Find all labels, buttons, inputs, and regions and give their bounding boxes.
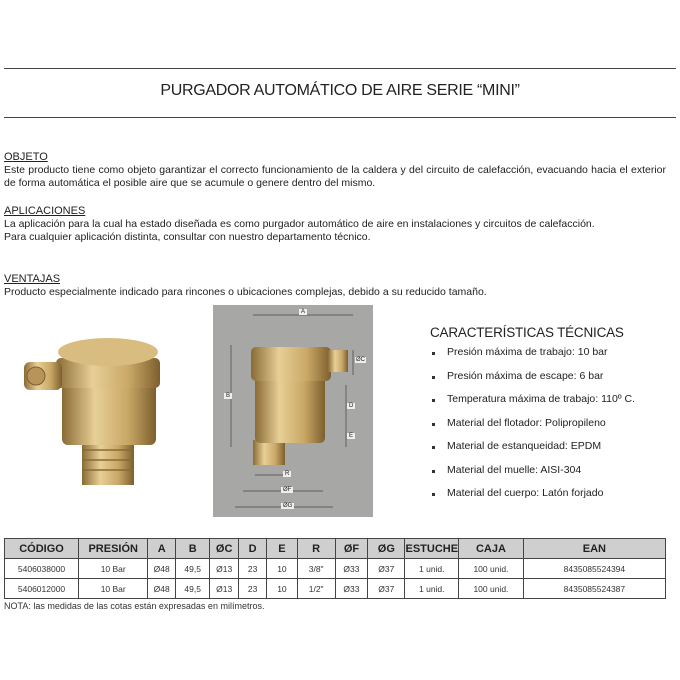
section-heading: APLICACIONES [4,205,86,217]
table-cell: Ø13 [210,559,239,579]
label-r: R [285,471,290,477]
bullet-icon [432,423,435,426]
table-row [5,559,666,579]
table-cell: 10 Bar [79,559,148,579]
spec-item [430,417,680,441]
column-header: B [175,539,209,559]
specs-list [430,346,680,511]
spec-item [430,370,680,394]
table-cell: 23 [238,579,266,599]
table-row [5,579,666,599]
table-header-row [5,539,666,559]
table-cell: 1 unid. [405,579,459,599]
column-header: PRESIÓN [79,539,148,559]
bullet-icon [432,470,435,473]
section-text: Este producto tiene como objeto garantizar el correcto funcionamiento de la caldera y del circuito de calefacción, evacuando hacia el exterior de forma automática el posible aire que se acumule o genere dentro del mismo. [4,164,666,189]
table-cell: 1 unid. [405,559,459,579]
table-cell: 100 unid. [459,579,524,599]
product-photo [20,320,170,495]
section-ventajas [4,273,666,299]
table-cell: 8435085524394 [523,559,665,579]
label-d: D [349,403,354,409]
spec-item [430,487,680,511]
spec-text: Material del muelle: AISI-304 [447,463,582,476]
column-header: EAN [523,539,665,559]
spec-text: Material del flotador: Polipropileno [447,416,606,429]
bullet-icon [432,399,435,402]
table-cell: 8435085524387 [523,579,665,599]
label-g: ØG [283,503,293,509]
dimension-diagram [213,305,373,517]
table-cell: Ø13 [210,579,239,599]
table-cell: 3/8" [297,559,335,579]
bullet-icon [432,376,435,379]
spec-text: Material de estanqueidad: EPDM [447,440,602,452]
bullet-icon [432,493,435,496]
spec-item [430,346,680,370]
section-text: Para cualquier aplicación distinta, consultar con nuestro departamento técnico. [4,231,371,243]
table-note: NOTA: las medidas de las cotas están expresadas en milímetros. [4,601,265,611]
section-text: Producto especialmente indicado para rincones o ubicaciones complejas, debido a su reducido tamaño. [4,286,487,298]
table-cell: Ø48 [148,579,176,599]
spec-item [430,464,680,488]
bullet-icon [432,446,435,449]
table-cell: 5406012000 [5,579,79,599]
label-e: E [349,433,354,439]
column-header: E [267,539,297,559]
column-header: ØC [210,539,239,559]
specs-heading: CARACTERÍSTICAS TÉCNICAS [430,325,624,340]
spec-text: Material del cuerpo: Latón forjado [447,487,604,499]
table-cell: 10 [267,579,297,599]
column-header: D [238,539,266,559]
label-c: ØC [356,357,365,363]
table-cell: 49,5 [175,579,209,599]
table-cell: 10 Bar [79,579,148,599]
label-a: A [301,309,306,315]
column-header: CAJA [459,539,524,559]
table-cell: Ø37 [368,579,405,599]
column-header: ØF [335,539,367,559]
bullet-icon [432,352,435,355]
section-heading: OBJETO [4,151,48,163]
label-f: ØF [283,487,292,493]
table-cell: Ø48 [148,559,176,579]
section-aplicaciones [4,205,666,244]
page-title: PURGADOR AUTOMÁTICO DE AIRE SERIE “MINI” [160,82,520,99]
spec-item [430,440,680,464]
column-header: R [297,539,335,559]
table-cell: Ø33 [335,579,367,599]
title-rule [4,117,676,118]
spec-text: Presión máxima de trabajo: 10 bar [447,346,608,358]
table-cell: 10 [267,559,297,579]
technical-specs [430,325,680,511]
column-header: A [148,539,176,559]
section-heading: VENTAJAS [4,273,61,285]
product-table [4,538,666,599]
column-header: ØG [368,539,405,559]
table-cell: 23 [238,559,266,579]
table-cell: Ø37 [368,559,405,579]
table-cell: Ø33 [335,559,367,579]
table-cell: 49,5 [175,559,209,579]
section-objeto [4,151,666,190]
section-text: La aplicación para la cual ha estado diseñada es como purgador automático de aire en instalaciones y circuitos de calefacción. [4,218,595,230]
table-cell: 1/2" [297,579,335,599]
table-cell: 5406038000 [5,559,79,579]
column-header: CÓDIGO [5,539,79,559]
label-b: B [226,393,231,399]
column-header: ESTUCHE [405,539,459,559]
top-rule [4,68,676,69]
spec-item [430,393,680,417]
spec-text: Presión máxima de escape: 6 bar [447,369,604,382]
table-cell: 100 unid. [459,559,524,579]
spec-text: Temperatura máxima de trabajo: 110º C. [447,393,636,405]
